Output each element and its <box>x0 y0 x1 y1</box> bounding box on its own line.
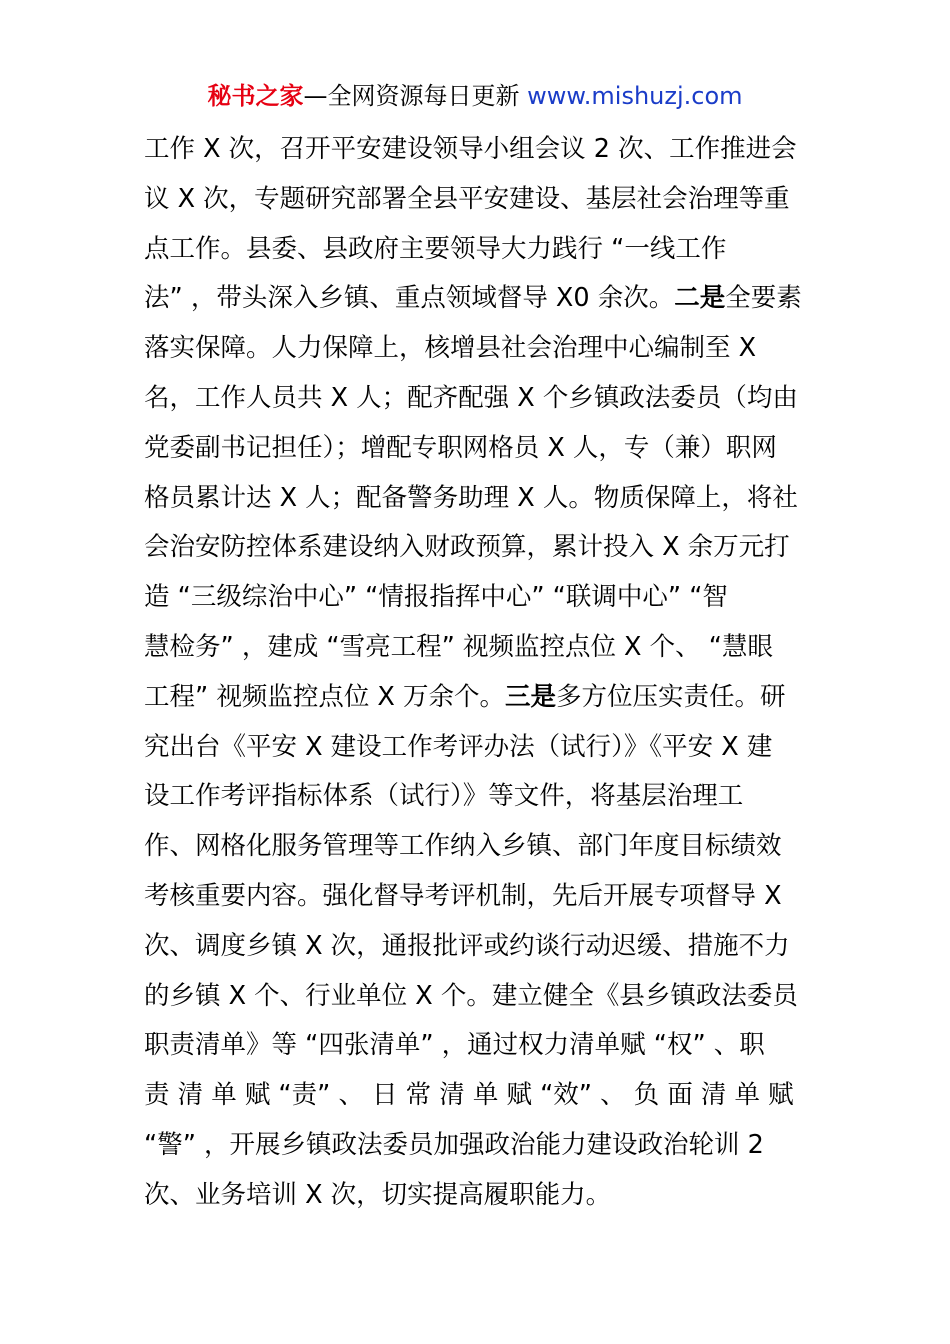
text-line <box>144 723 814 773</box>
text-line <box>144 623 814 673</box>
text-segment: 次、调度乡镇 X 次，通报批评或约谈行动迟缓、措施不力 <box>144 930 790 961</box>
text-segment: 责 清 单 赋 “责” 、 日 常 清 单 赋 “效” 、 负 面 清 单 赋 <box>144 1080 794 1111</box>
text-segment: 党委副书记担任）；增配专职网格员 X 人，专（兼）职网 <box>144 432 777 463</box>
text-line <box>144 822 814 872</box>
text-line <box>144 1171 814 1221</box>
text-segment: 设工作考评指标体系（试行）》等文件，将基层治理工 <box>144 781 744 812</box>
text-segment: “警” ，开展乡镇政法委员加强政治能力建设政治轮训 2 <box>144 1129 764 1160</box>
text-segment: 格员累计达 X 人；配备警务助理 X 人。物质保障上，将社 <box>144 482 798 513</box>
emphasis-text: 三是 <box>505 681 557 712</box>
text-segment: 考核重要内容。强化督导考评机制，先后开展专项督导 X <box>144 880 782 911</box>
text-segment: 全要素 <box>725 283 802 314</box>
text-segment: 落实保障。人力保障上，核增县社会治理中心编制至 X <box>144 333 757 364</box>
text-line <box>144 324 814 374</box>
text-segment: 点工作。县委、县政府主要领导大力践行 “一线工作 <box>144 233 727 264</box>
text-line <box>144 474 814 524</box>
text-line <box>144 772 814 822</box>
text-line <box>144 424 814 474</box>
text-line <box>144 872 814 922</box>
text-segment: 慧检务” ，建成 “雪亮工程” 视频监控点位 X 个、 “慧眼 <box>144 631 773 662</box>
text-line <box>144 1071 814 1121</box>
text-line <box>144 972 814 1022</box>
site-header <box>0 80 950 112</box>
text-segment: 造 “三级综治中心” “情报指挥中心” “联调中心” “智 <box>144 582 728 613</box>
text-segment: 多方位压实责任。研 <box>556 681 786 712</box>
text-segment: 究出台《平安 X 建设工作考评办法（试行）》《平安 X 建 <box>144 731 773 762</box>
text-line <box>144 573 814 623</box>
text-segment: 的乡镇 X 个、行业单位 X 个。建立健全《县乡镇政法委员 <box>144 980 798 1011</box>
text-line <box>144 922 814 972</box>
text-segment: 议 X 次，专题研究部署全县平安建设、基层社会治理等重 <box>144 183 790 214</box>
text-segment: 工作 X 次，召开平安建设领导小组会议 2 次、工作推进会 <box>144 134 797 164</box>
document-body-paragraph <box>144 125 814 1221</box>
text-line <box>144 1021 814 1071</box>
site-tagline: —全网资源每日更新 <box>303 82 528 110</box>
text-line <box>144 125 814 175</box>
text-segment: 会治安防控体系建设纳入财政预算，累计投入 X 余万元打 <box>144 532 790 563</box>
text-line <box>144 175 814 225</box>
text-segment: 次、业务培训 X 次，切实提高履职能力。 <box>144 1179 612 1210</box>
text-segment: 作、网格化服务管理等工作纳入乡镇、部门年度目标绩效 <box>144 831 782 862</box>
text-segment: 法” ，带头深入乡镇、重点领域督导 X0 余次。 <box>144 283 675 314</box>
site-brand: 秘书之家 <box>207 82 304 110</box>
text-line <box>144 374 814 424</box>
text-segment: 职责清单》等 “四张清单” ，通过权力清单赋 “权” 、职 <box>144 1030 765 1061</box>
text-line <box>144 1121 814 1171</box>
emphasis-text: 二是 <box>674 283 726 314</box>
text-segment: 工程” 视频监控点位 X 万余个。 <box>144 681 505 712</box>
text-line <box>144 673 814 723</box>
text-line <box>144 274 814 324</box>
text-line <box>144 523 814 573</box>
text-line <box>144 225 814 275</box>
text-segment: 名，工作人员共 X 人；配齐配强 X 个乡镇政法委员（均由 <box>144 382 798 413</box>
site-url-link[interactable]: www.mishuzj.com <box>527 82 743 110</box>
